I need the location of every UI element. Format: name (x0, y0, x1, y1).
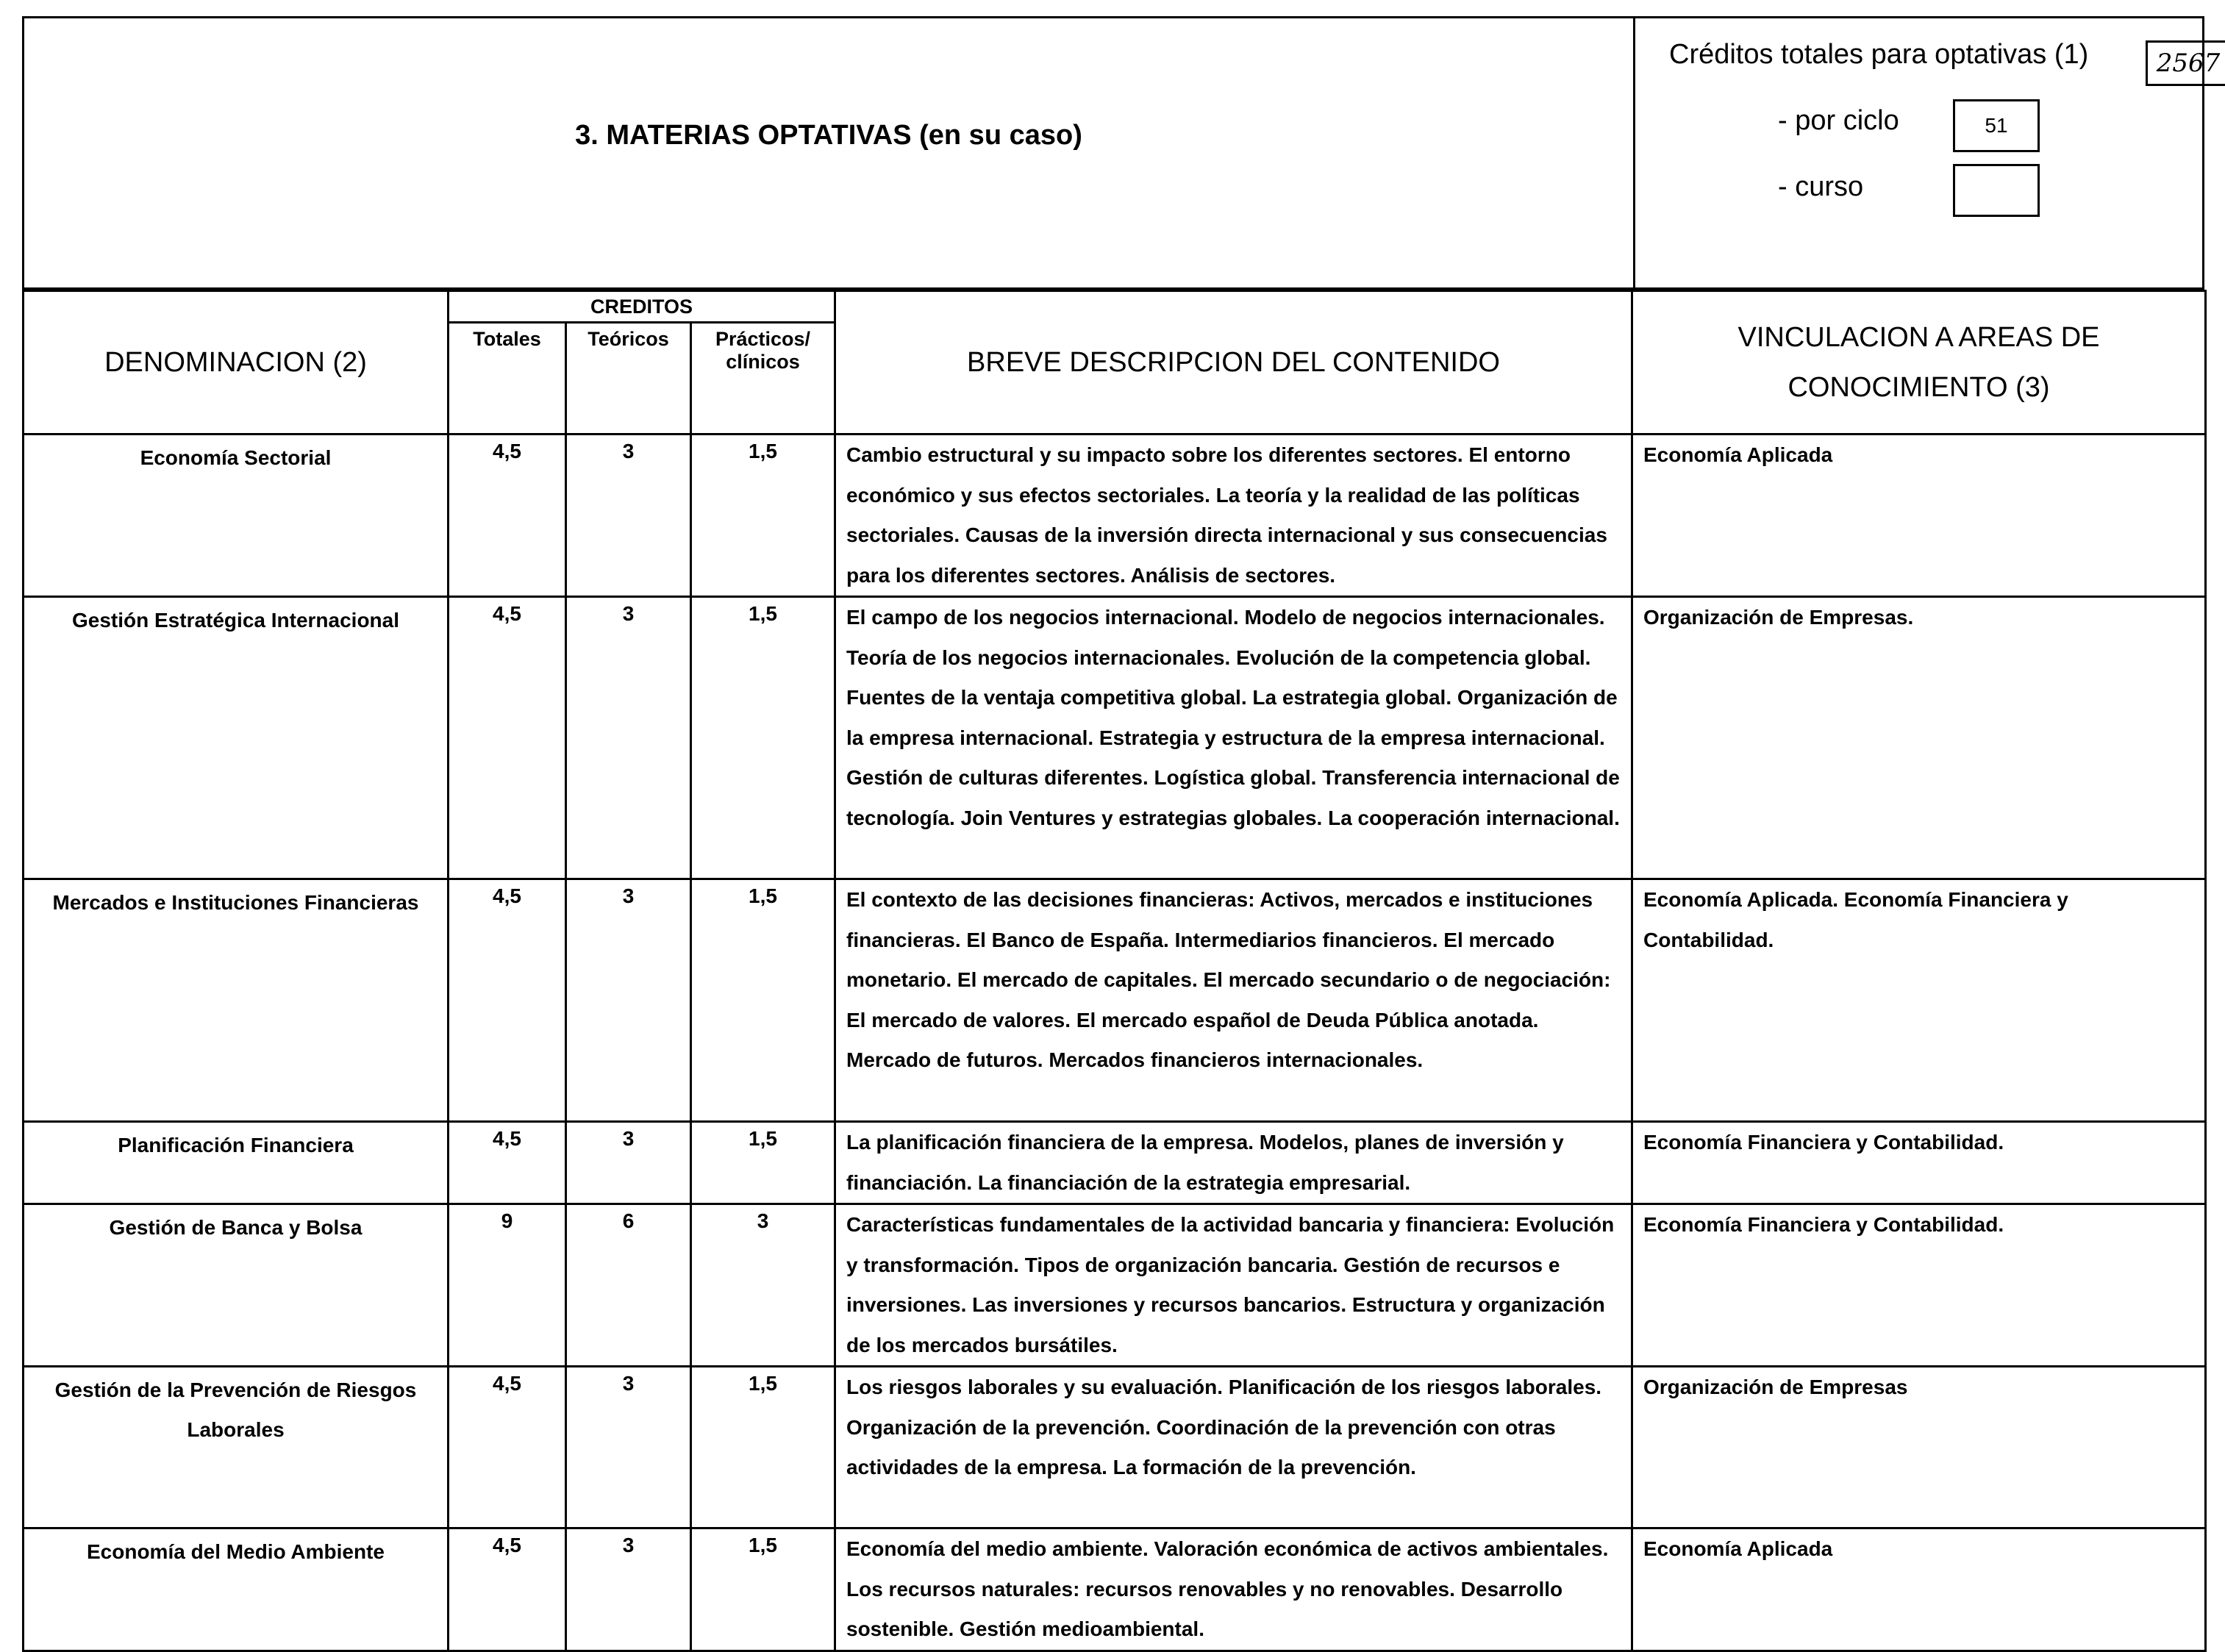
header-totales: Totales (449, 323, 566, 435)
row-practicos: 1,5 (691, 597, 835, 879)
optional-subjects-table (22, 290, 2207, 1652)
row-totales: 4,5 (449, 1122, 566, 1204)
credits-total-box: 2567 (2146, 40, 2225, 86)
row-descripcion: Cambio estructural y su impacto sobre los diferentes sectores. El entorno económico y sus efectos sectoriales. La teoría y la realidad de las políticas sectoriales. Causas de la inversión directa internacional y sus consecuencias para los diferentes sectores. Análisis de sectores. (835, 435, 1632, 597)
header-practicos: Prácticos/ clínicos (691, 323, 835, 435)
row-descripcion: El campo de los negocios internacional. Modelo de negocios internacionales. Teoría de los negocios internacionales. Evolución de la competencia global. Fuentes de la ventaja competitiva global. La estrategia global. Organización de la empresa internacional. Estrategia y estructura de la empresa internacional. Gestión de culturas diferentes. Logística global. Transferencia internacional de tecnología. Join Ventures y estrategias globales. La cooperación internacional. (835, 597, 1632, 879)
row-practicos: 1,5 (691, 1367, 835, 1528)
row-descripcion: La planificación financiera de la empresa. Modelos, planes de inversión y financiación. La financiación de la estrategia empresarial. (835, 1122, 1632, 1204)
row-descripcion: El contexto de las decisiones financieras: Activos, mercados e instituciones financieras. El Banco de España. Intermediarios financieros. El mercado monetario. El mercado de capitales. El mercado secundario o de negociación: El mercado de valores. El mercado español de Deuda Pública anotada. Mercado de futuros. Mercados financieros internacionales. (835, 879, 1632, 1122)
row-denominacion: Mercados e Instituciones Financieras (24, 879, 449, 1122)
row-denominacion: Planificación Financiera (24, 1122, 449, 1204)
row-vinculacion: Economía Aplicada. Economía Financiera y Contabilidad. (1632, 879, 2206, 1122)
per-cycle-box: 51 (1953, 99, 2040, 152)
table-row (24, 1204, 2206, 1367)
row-vinculacion: Economía Financiera y Contabilidad. (1632, 1122, 2206, 1204)
row-practicos: 1,5 (691, 879, 835, 1122)
row-teoricos: 3 (566, 1367, 691, 1528)
row-vinculacion: Economía Aplicada (1632, 1528, 2206, 1651)
row-denominacion: Economía del Medio Ambiente (24, 1528, 449, 1651)
header-descripcion: BREVE DESCRIPCION DEL CONTENIDO (835, 291, 1632, 435)
table-row (24, 1528, 2206, 1651)
row-descripcion: Características fundamentales de la actividad bancaria y financiera: Evolución y transformación. Tipos de organización bancaria. Gestión de recursos e inversiones. Las inversiones y recursos bancarios. Estructura y organización de los mercados bursátiles. (835, 1204, 1632, 1367)
row-vinculacion: Economía Financiera y Contabilidad. (1632, 1204, 2206, 1367)
row-practicos: 3 (691, 1204, 835, 1367)
row-descripcion: Economía del medio ambiente. Valoración económica de activos ambientales. Los recursos naturales: recursos renovables y no renovables. Desarrollo sostenible. Gestión medioambiental. (835, 1528, 1632, 1651)
row-teoricos: 3 (566, 1122, 691, 1204)
table-row (24, 597, 2206, 879)
table-row (24, 1367, 2206, 1528)
header-creditos: CREDITOS (449, 291, 835, 323)
row-practicos: 1,5 (691, 1122, 835, 1204)
row-totales: 4,5 (449, 597, 566, 879)
table-row (24, 879, 2206, 1122)
row-teoricos: 3 (566, 435, 691, 597)
row-descripcion: Los riesgos laborales y su evaluación. Planificación de los riesgos laborales. Organización de la prevención. Coordinación de la prevención con otras actividades de la empresa. La formación de la prevención. (835, 1367, 1632, 1528)
row-denominacion: Gestión de Banca y Bolsa (24, 1204, 449, 1367)
row-vinculacion: Economía Aplicada (1632, 435, 2206, 597)
table-row (24, 435, 2206, 597)
row-totales: 4,5 (449, 435, 566, 597)
section-title: 3. MATERIAS OPTATIVAS (en su caso) (575, 120, 1082, 151)
row-totales: 4,5 (449, 879, 566, 1122)
course-label: - curso (1778, 171, 1864, 202)
course-box (1953, 164, 2040, 217)
row-vinculacion: Organización de Empresas. (1632, 597, 2206, 879)
per-cycle-label: - por ciclo (1778, 105, 1899, 136)
row-teoricos: 3 (566, 879, 691, 1122)
row-teoricos: 3 (566, 597, 691, 879)
row-denominacion: Gestión Estratégica Internacional (24, 597, 449, 879)
row-practicos: 1,5 (691, 435, 835, 597)
row-totales: 4,5 (449, 1367, 566, 1528)
row-denominacion: Gestión de la Prevención de Riesgos Laborales (24, 1367, 449, 1528)
section-header (22, 16, 2221, 290)
row-teoricos: 3 (566, 1528, 691, 1651)
header-denominacion: DENOMINACION (2) (24, 291, 449, 435)
header-teoricos: Teóricos (566, 323, 691, 435)
row-teoricos: 6 (566, 1204, 691, 1367)
row-totales: 9 (449, 1204, 566, 1367)
credits-total-label: Créditos totales para optativas (1) (1669, 39, 2089, 70)
row-denominacion: Economía Sectorial (24, 435, 449, 597)
row-totales: 4,5 (449, 1528, 566, 1651)
table-row (24, 1122, 2206, 1204)
credits-panel (1635, 18, 2221, 287)
row-practicos: 1,5 (691, 1528, 835, 1651)
header-vinculacion: VINCULACION A AREAS DE CONOCIMIENTO (3) (1632, 291, 2206, 435)
row-vinculacion: Organización de Empresas (1632, 1367, 2206, 1528)
